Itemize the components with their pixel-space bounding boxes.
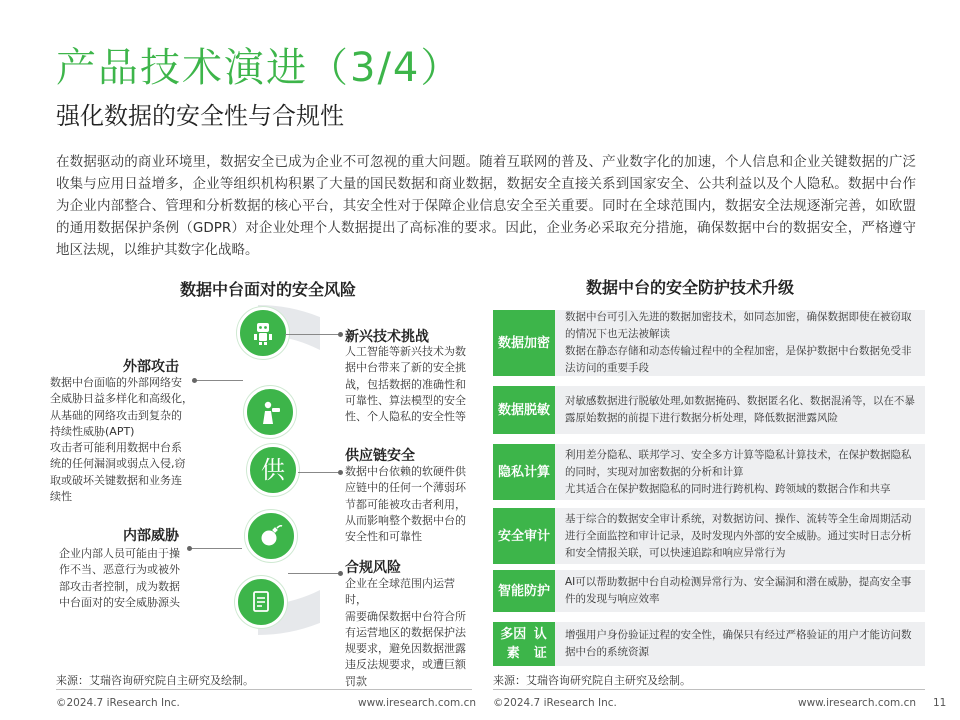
risk-external-text: 数据中台面临的外部网络安 全威胁日益多样化和高级化， 从基础的网络攻击到复杂的 持续性威胁(APT) 攻击者可能利用数据中台系 统的任何漏洞或弱点入侵,窃 取或破坏关键数据和业务连 续性 <box>50 376 193 504</box>
defense-label: 安全 审计 <box>493 508 555 564</box>
connector-emerging <box>285 334 340 335</box>
defense-description: 利用差分隐私、联邦学习、安全多方计算等隐私计算技术，在保护数据隐私 的同时，实现对加密数据的分析和计算 尤其适合在保护数据隐私的同时进行跨机构、跨领域的数据合作和共享 <box>565 448 912 495</box>
supply-chain-icon: 供 <box>247 444 299 496</box>
attacker-icon <box>244 386 296 438</box>
defense-row-desensitization <box>493 386 925 434</box>
defense-label: 智能 防护 <box>493 570 555 612</box>
page-title: 产品技术演进（3/4） <box>56 45 463 91</box>
risk-internal-title: 内部威胁 <box>123 528 179 544</box>
risk-supply-title: 供应链安全 <box>345 448 415 464</box>
defense-row-privacy-computing <box>493 444 925 500</box>
risk-internal-text: 企业内部人员可能由于操 作不当、恶意行为或被外 部攻击者控制，成为数据 中台面对的安全威胁源头 <box>59 547 180 609</box>
website-right: www.iresearch.com.cn <box>798 697 917 709</box>
page-number: 11 <box>933 697 947 709</box>
connector-dot-compliance <box>338 571 343 576</box>
right-section-title: 数据中台的安全防护技术升级 <box>586 278 795 297</box>
risk-compliance-text: 企业在全球范围内运营时， 需要确保数据中台符合所 有运营地区的数据保护法 规要求，避免因数据泄露 违反法规要求，或遭巨额 罚款 <box>345 577 466 688</box>
defense-label: 隐私 计算 <box>493 444 555 500</box>
intro-paragraph: 在数据驱动的商业环境里，数据安全已成为企业不可忽视的重大问题。随着互联网的普及、产业数字化的加速，个人信息和企业关键数据的广泛收集与应用日益增多，企业等组织机构积累了大量的国民数据和商业数据，数据安全直接关系到国家安全、公共利益以及个人隐私。数据中台作为企业内部整合、管理和分析数据的核心平台，其安全性对于保障企业信息安全至关重要。同时在全球范围内，数据安全法规逐渐完善，如欧盟的通用数据保护条例（GDPR）对企业处理个人数据提出了高标准的要求。因此，企业务必采取充分措施，确保数据中台的数据安全，严格遵守地区法规，以维护其数字化战略。 <box>56 154 916 258</box>
connector-compliance <box>288 573 340 574</box>
risk-supply-text: 数据中台依赖的软硬件供 应链中的任何一个薄弱环 节都可能被攻击者利用， 从而影响整个数据中台的 安全性和可靠性 <box>345 465 466 544</box>
defense-description: 基于综合的数据安全审计系统，对数据访问、操作、流转等全生命周期活动 进行全面监控和审计记录，及时发现内外部的安全威胁。通过实时日志分析 和安全情报关联，可以快速追踪和响应异常行为 <box>565 512 912 559</box>
defense-label: 数据 加密 <box>493 310 555 376</box>
connector-supply <box>298 472 340 473</box>
defense-description: 数据中台可引入先进的数据加密技术，如同态加密，确保数据即使在被窃取 的情况下也无法被解读 数据在静态存储和动态传输过程中的全程加密，是保护数据中台数据免受非 法访问的重要手段 <box>565 311 912 374</box>
defense-label: 多因素 认证 <box>493 622 555 666</box>
website-left: www.iresearch.com.cn <box>358 697 477 709</box>
footer-divider-left <box>56 689 472 690</box>
copyright-right: ©2024.7 iResearch Inc. <box>493 697 617 709</box>
defense-description: 对敏感数据进行脱敏处理,如数据掩码、数据匿名化、数据混淆等，以在不暴 露原始数据的前提下进行数据分析处理，降低数据泄露风险 <box>565 395 915 424</box>
compliance-document-icon <box>235 576 287 628</box>
risk-compliance-title: 合规风险 <box>345 560 401 576</box>
connector-dot-emerging <box>338 332 343 337</box>
right-source-note: 来源：艾瑞咨询研究院自主研究及绘制。 <box>493 674 691 687</box>
defense-description: 增强用户身份验证过程的安全性，确保只有经过严格验证的用户才能访问数 据中台的系统资源 <box>565 629 912 658</box>
page-subtitle: 强化数据的安全性与合规性 <box>56 102 344 130</box>
defense-row-encryption <box>493 310 925 376</box>
risk-external-title: 外部攻击 <box>123 359 179 375</box>
copyright-left: ©2024.7 iResearch Inc. <box>56 697 180 709</box>
risk-circle-diagram <box>200 300 320 640</box>
bomb-icon <box>245 510 297 562</box>
defense-description: AI可以帮助数据中台自动检测异常行为、安全漏洞和潜在威胁，提高安全事 件的发现与响应效率 <box>565 576 912 605</box>
connector-dot-supply <box>338 470 343 475</box>
robot-icon <box>237 307 289 359</box>
left-source-note: 来源：艾瑞咨询研究院自主研究及绘制。 <box>56 674 254 687</box>
defense-row-security-audit <box>493 508 925 564</box>
defense-label: 数据 脱敏 <box>493 386 555 434</box>
footer-divider-right <box>493 689 925 690</box>
defense-row-multi-factor-auth <box>493 622 925 666</box>
defense-row-intelligent-protection <box>493 570 925 612</box>
risk-emerging-text: 人工智能等新兴技术为数 据中台带来了新的安全挑 战，包括数据的准确性和 可靠性、算法模型的安全 性、个人隐私的安全性等 <box>345 345 466 424</box>
risk-emerging-title: 新兴技术挑战 <box>345 329 429 345</box>
left-section-title: 数据中台面对的安全风险 <box>180 280 357 299</box>
